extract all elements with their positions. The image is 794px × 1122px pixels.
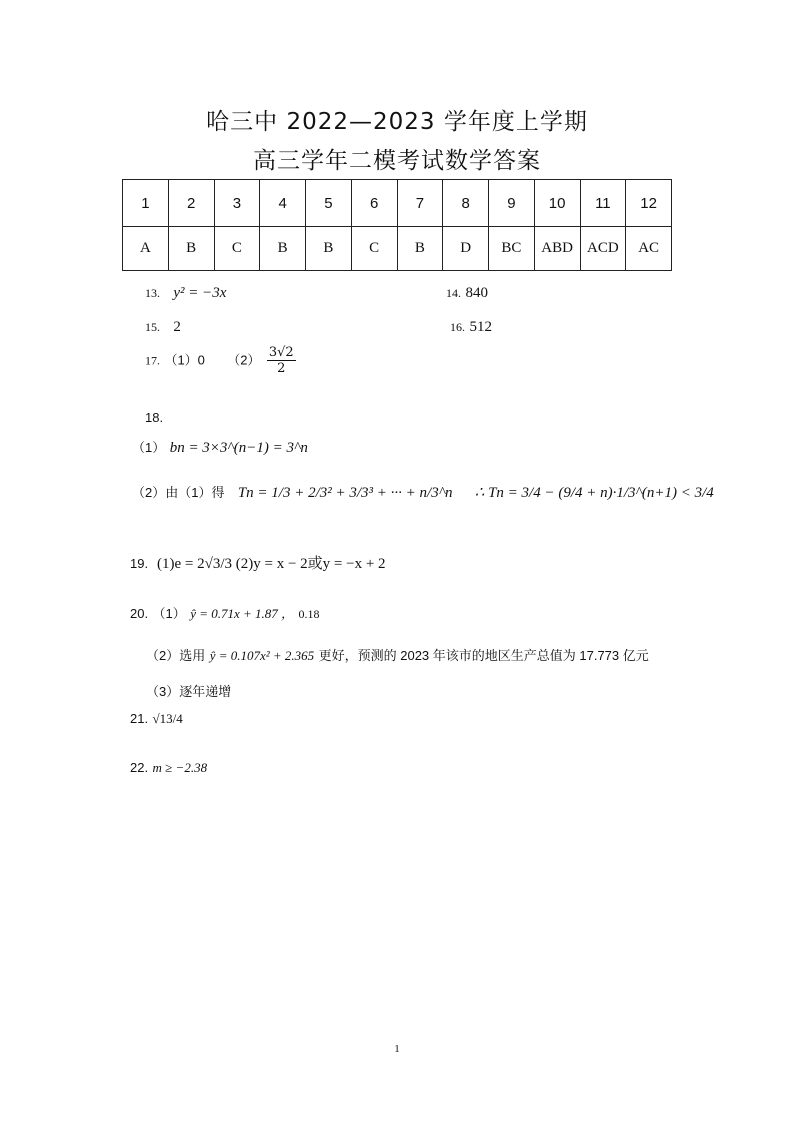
question-number-cell: 7: [397, 180, 443, 227]
answer-cell: BC: [489, 227, 535, 271]
q20-part1-extra: 0.18: [298, 607, 320, 621]
q14-number: 14.: [446, 286, 461, 300]
q20-part2-text: 更好，预测的 2023 年该市的地区生产总值为 17.773 亿元: [318, 648, 649, 663]
q17-part1: （1）0: [164, 352, 205, 368]
answer-cell: ACD: [580, 227, 626, 271]
answer-cell: C: [351, 227, 397, 271]
answer-cell: B: [168, 227, 214, 271]
q14-answer: 840: [465, 285, 488, 301]
q22-line: [130, 760, 207, 777]
q22-answer: m ≥ −2.38: [152, 760, 208, 775]
q13-line: [145, 284, 226, 302]
question-number-cell: 4: [260, 180, 306, 227]
q20-part2-expr: ŷ = 0.107x² + 2.365: [209, 648, 315, 663]
answer-table: [122, 179, 672, 271]
answer-cell: A: [123, 227, 169, 271]
question-number-cell: 5: [306, 180, 352, 227]
answer-cell: AC: [626, 227, 672, 271]
q20-part1-expr: ŷ = 0.71x + 1.87 ，: [190, 606, 295, 621]
question-number-cell: 8: [443, 180, 489, 227]
answer-cell: B: [397, 227, 443, 271]
q21-number: 21.: [130, 711, 149, 726]
answer-cell: B: [260, 227, 306, 271]
q20-part2-label: （2）选用: [146, 648, 206, 663]
q17-numerator: 3√2: [268, 345, 294, 360]
answer-cell: ABD: [534, 227, 580, 271]
q19-line: [130, 555, 386, 573]
q18-part1-expr: bn = 3×3^(n−1) = 3^n: [169, 440, 308, 456]
q18-part2-result: ∴ Tn = 3/4 − (9/4 + n)·1/3^(n+1) < 3/4: [474, 485, 714, 501]
q20-part2: [146, 648, 649, 665]
q14-line: [446, 284, 488, 302]
question-number-cell: 11: [580, 180, 626, 227]
answer-table-answer-row: [123, 227, 672, 271]
q17-number: 17.: [145, 353, 160, 368]
q13-number: 13.: [145, 286, 160, 300]
q16-line: [450, 318, 492, 336]
q17-fraction: [267, 345, 296, 376]
q18-part2-expr: Tn = 1/3 + 2/3² + 3/3³ + ··· + n/3^n: [237, 485, 453, 501]
q18-part1-label: （1）: [132, 440, 166, 455]
question-number-cell: 9: [489, 180, 535, 227]
q15-number: 15.: [145, 320, 160, 334]
question-number-cell: 10: [534, 180, 580, 227]
answer-table-number-row: [123, 180, 672, 227]
page-number: 1: [394, 1043, 400, 1055]
document-title-line1: 哈三中 2022—2023 学年度上学期: [206, 109, 588, 135]
question-number-cell: 2: [168, 180, 214, 227]
q21-line: [130, 711, 183, 728]
q20-number: 20.: [130, 606, 149, 621]
answer-cell: D: [443, 227, 489, 271]
document-title-line2: 高三学年二模考试数学答案: [253, 148, 541, 174]
answer-cell: B: [306, 227, 352, 271]
q20-part1-label: （1）: [152, 606, 186, 621]
q20-part3: （3）逐年递增: [146, 684, 232, 699]
q18-part1: [132, 439, 308, 457]
q19-number: 19.: [130, 556, 149, 571]
q17-line: [145, 345, 298, 376]
q13-answer: y² = −3x: [173, 285, 227, 301]
answer-cell: C: [214, 227, 260, 271]
q16-answer: 512: [469, 319, 492, 335]
q15-answer: 2: [173, 319, 181, 335]
q15-line: [145, 318, 181, 336]
q16-number: 16.: [450, 320, 465, 334]
q21-answer: √13/4: [152, 711, 183, 726]
question-number-cell: 12: [626, 180, 672, 227]
q17-denominator: 2: [277, 361, 286, 376]
q19-answer: (1)e = 2√3/3 (2)y = x − 2或y = −x + 2: [156, 556, 386, 572]
question-number-cell: 6: [351, 180, 397, 227]
question-number-cell: 1: [123, 180, 169, 227]
question-number-cell: 3: [214, 180, 260, 227]
q18-part2: [132, 484, 714, 502]
q22-number: 22.: [130, 760, 149, 775]
q20-part1: [130, 606, 320, 623]
q17-part2-label: （2）: [227, 352, 261, 368]
q18-number: 18.: [145, 410, 164, 425]
q18-part2-label: （2）由（1）得: [132, 485, 225, 500]
